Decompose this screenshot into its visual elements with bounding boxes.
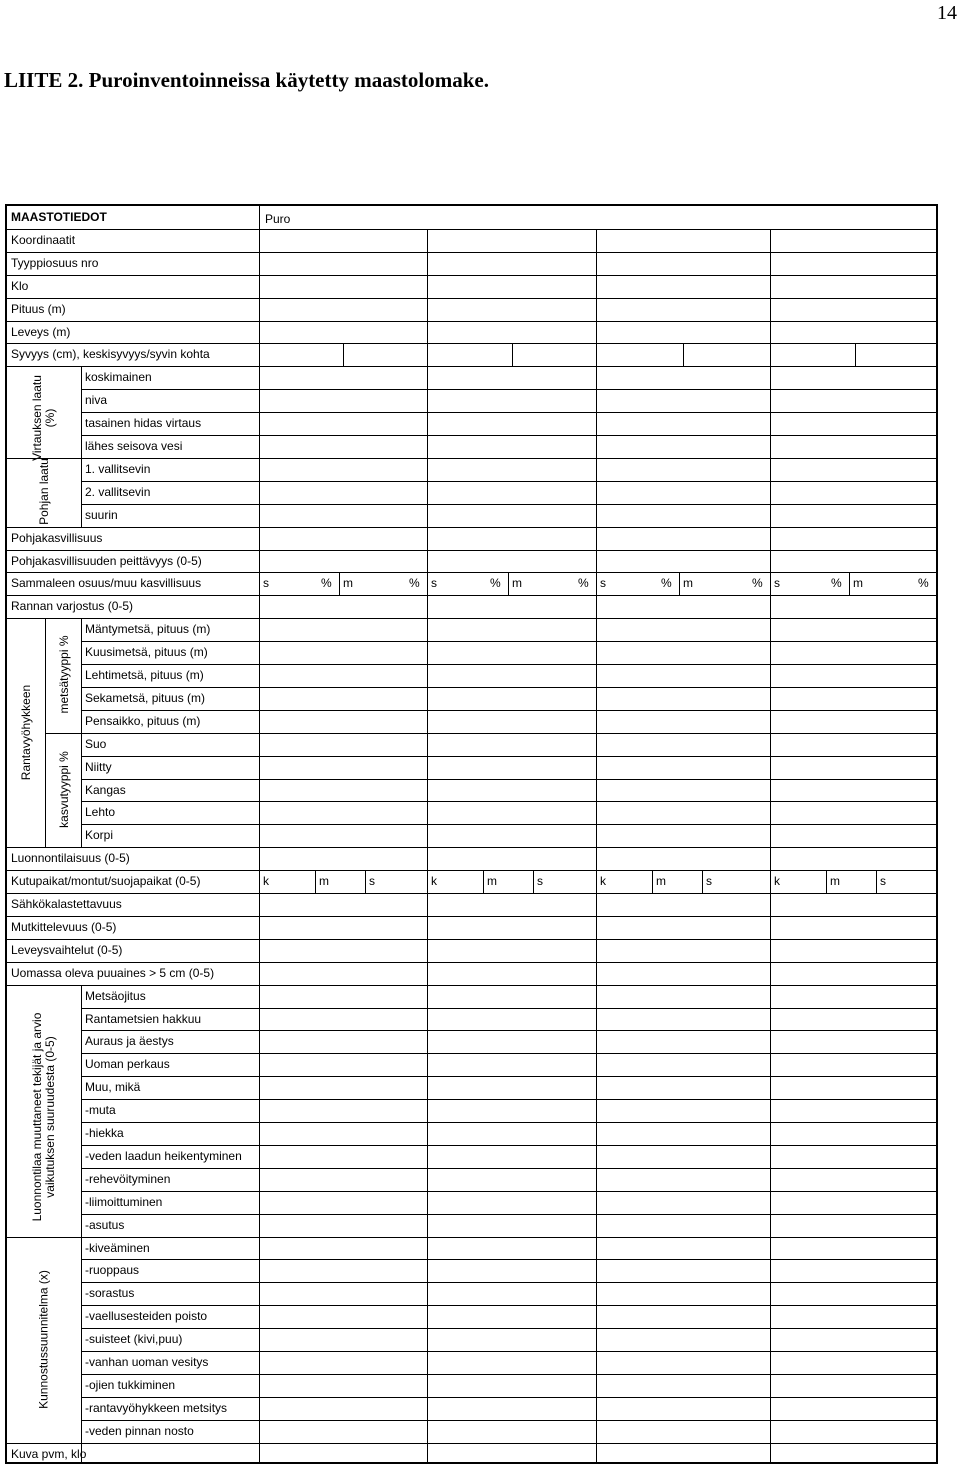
row-label-sekametsa: Sekametsä, pituus (m): [85, 690, 206, 705]
row-divider: [81, 664, 936, 665]
row-divider: [7, 916, 936, 917]
moss-mark-percent: %: [490, 576, 501, 591]
group-label-metsatyyppi: metsätyyppi %: [56, 635, 71, 714]
row-divider: [81, 1214, 936, 1215]
data-column-divider-2: [427, 229, 428, 1464]
row-divider: [7, 939, 936, 940]
row-divider: [7, 527, 936, 528]
data-column-divider-4: [770, 229, 771, 1464]
group-label-rantavyohykkeen: Rantavyöhykkeen: [18, 684, 33, 780]
row-label-sorastus: -sorastus: [85, 1286, 135, 1301]
row-label-sahkokalastettavuus: Sähkökalastettavuus: [11, 897, 122, 911]
row-divider: [81, 481, 936, 482]
spawning-mark-s: s: [369, 874, 375, 889]
page-number: 14: [937, 2, 957, 24]
row-label-kutupaikat: Kutupaikat/montut/suojapaikat (0-5): [11, 874, 201, 889]
row-label-muta: -muta: [85, 1103, 116, 1118]
spawning-mark-m: m: [319, 874, 329, 889]
moss-mark-percent: %: [752, 576, 763, 591]
row-divider: [81, 1328, 936, 1329]
spawning-mark-m: m: [487, 874, 497, 889]
row-divider: [81, 389, 936, 390]
row-label-koordinaatit: Koordinaatit: [11, 232, 76, 247]
row-divider: [81, 1397, 936, 1398]
group-label-luonnontilaa: Luonnontilaa muuttaneet tekijät ja arvio vaikutuksen suuruudesta (0-5): [30, 1012, 58, 1221]
row-divider: [81, 801, 936, 802]
row-divider: [81, 435, 936, 436]
row-divider: [81, 1099, 936, 1100]
row-label-muu: Muu, mikä: [85, 1080, 141, 1095]
row-label-leveysvaihtelut: Leveysvaihtelut (0-5): [11, 942, 123, 957]
row-label-rehevoityminen: -rehevöityminen: [85, 1171, 171, 1186]
row-divider: [81, 504, 936, 505]
moss-subcolumn-divider: [508, 572, 509, 595]
moss-mark-s: s: [600, 576, 606, 591]
spawning-subcolumn-divider: [315, 870, 316, 893]
row-label-suisteet: -suisteet (kivi,puu): [85, 1332, 183, 1347]
spawning-mark-m: m: [830, 874, 840, 889]
row-label-lehtimetsa: Lehtimetsä, pituus (m): [85, 668, 204, 682]
row-label-pohjakasvillisuus: Pohjakasvillisuus: [11, 530, 103, 545]
group-label-kasvutyyppi: kasvutyyppi %: [56, 751, 71, 828]
moss-mark-m: m: [683, 576, 693, 591]
row-label-luonnontilaisuus: Luonnontilaisuus (0-5): [11, 851, 130, 866]
row-label-tasainen: tasainen hidas virtaus: [85, 416, 202, 431]
moss-mark-s: s: [774, 576, 780, 591]
depth-subcolumn-divider-1: [343, 343, 344, 366]
spawning-subcolumn-divider: [702, 870, 703, 893]
row-divider: [81, 641, 936, 642]
row-divider: [81, 1145, 936, 1146]
row-divider: [81, 1122, 936, 1123]
row-divider: [7, 893, 936, 894]
row-label-vallitsevin2: 2. vallitsevin: [85, 484, 151, 499]
document-title: LIITE 2. Puroinventoinneissa käytetty maastolomake.: [4, 68, 489, 92]
spawning-mark-s: s: [537, 874, 543, 889]
row-label-lehto: Lehto: [85, 805, 116, 820]
group-divider-muutos: [81, 985, 82, 1464]
row-divider: [7, 1443, 936, 1444]
depth-subcolumn-divider-4: [855, 343, 856, 366]
spawning-mark-s: s: [880, 874, 886, 889]
row-label-peittavyys: Pohjakasvillisuuden peittävyys (0-5): [11, 553, 202, 568]
group-label-virtauksen: Virtauksen laatu (%): [30, 375, 57, 462]
spawning-mark-k: k: [263, 874, 269, 889]
row-divider: [7, 550, 936, 551]
row-label-vallitsevin1: 1. vallitsevin: [85, 461, 151, 476]
row-divider: [81, 779, 936, 780]
row-divider: [7, 275, 936, 276]
row-divider: [7, 962, 936, 963]
spawning-mark-m: m: [656, 874, 666, 889]
spawning-subcolumn-divider: [533, 870, 534, 893]
row-label-uoman: Uoman perkaus: [85, 1057, 170, 1072]
spawning-mark-k: k: [431, 874, 437, 889]
row-divider: [7, 343, 936, 344]
row-divider: [81, 1305, 936, 1306]
moss-mark-percent: %: [578, 576, 589, 591]
row-label-ojien: -ojien tukkiminen: [85, 1377, 176, 1392]
moss-subcolumn-divider: [679, 572, 680, 595]
row-label-kuva: Kuva pvm, klo: [11, 1446, 87, 1461]
row-label-suo: Suo: [85, 736, 107, 751]
moss-mark-s: s: [263, 576, 269, 591]
row-label-koskimainen: koskimainen: [85, 370, 152, 385]
row-divider: [7, 618, 936, 619]
row-label-veden-pinnan: -veden pinnan nosto: [85, 1423, 194, 1438]
row-divider: [81, 412, 936, 413]
moss-subcolumn-divider: [339, 572, 340, 595]
row-divider: [81, 1282, 936, 1283]
row-label-mantymetsa: Mäntymetsä, pituus (m): [85, 622, 211, 637]
row-label-klo: Klo: [11, 278, 29, 293]
row-label-pensaikko: Pensaikko, pituus (m): [85, 713, 201, 728]
row-divider: [7, 366, 936, 367]
row-divider: [7, 870, 936, 871]
row-divider: [7, 847, 936, 848]
row-divider: [81, 1259, 936, 1260]
row-label-puuaines: Uomassa oleva puuaines > 5 cm (0-5): [11, 965, 215, 980]
row-divider: [81, 1053, 936, 1054]
data-column-divider-3: [596, 229, 597, 1464]
row-label-korpi: Korpi: [85, 828, 114, 843]
row-label-kangas: Kangas: [85, 782, 126, 797]
spawning-subcolumn-divider: [876, 870, 877, 893]
row-divider: [81, 458, 936, 459]
row-divider: [81, 1351, 936, 1352]
spawning-mark-s: s: [706, 874, 712, 889]
form-header-label: MAASTOTIEDOT: [11, 210, 107, 224]
row-label-ruoppaus: -ruoppaus: [85, 1263, 140, 1278]
row-label-vanhan-uoman: -vanhan uoman vesitys: [85, 1355, 209, 1369]
row-label-kuusimetsa: Kuusimetsä, pituus (m): [85, 645, 208, 660]
depth-subcolumn-divider-2: [512, 343, 513, 366]
field-form: [5, 204, 938, 1464]
row-label-leveys: Leveys (m): [11, 324, 71, 339]
group-divider-virtaus-pohja: [81, 366, 82, 526]
row-label-liimoittuminen: -liimoittuminen: [85, 1194, 163, 1209]
row-divider: [81, 733, 936, 734]
row-divider: [7, 298, 936, 299]
spawning-mark-k: k: [600, 874, 606, 889]
group-divider-ranta: [81, 618, 82, 847]
header-divider: [7, 229, 936, 230]
spawning-subcolumn-divider: [365, 870, 366, 893]
stream-name-label: Puro: [265, 212, 291, 226]
row-divider: [81, 710, 936, 711]
row-divider: [81, 1030, 936, 1031]
moss-mark-percent: %: [918, 576, 929, 591]
moss-mark-m: m: [853, 576, 863, 591]
spawning-subcolumn-divider: [652, 870, 653, 893]
row-label-hiekka: -hiekka: [85, 1126, 124, 1140]
row-divider: [81, 824, 936, 825]
row-label-sammal: Sammaleen osuus/muu kasvillisuus: [11, 576, 202, 591]
row-divider: [81, 1374, 936, 1375]
row-divider: [7, 321, 936, 322]
row-label-rannan: Rannan varjostus (0-5): [11, 599, 134, 614]
row-divider: [81, 756, 936, 757]
row-label-vaellusesteiden: -vaellusesteiden poisto: [85, 1309, 208, 1324]
moss-mark-percent: %: [321, 576, 332, 591]
group-label-pohjan: Pohjan laatu: [36, 458, 51, 526]
row-divider: [81, 1168, 936, 1169]
row-label-niitty: Niitty: [85, 759, 112, 774]
row-label-metsaojitus: Metsäojitus: [85, 988, 146, 1003]
moss-mark-m: m: [343, 576, 353, 591]
row-label-syvyys: Syvyys (cm), keskisyvyys/syvin kohta: [11, 347, 210, 362]
row-label-auraus: Auraus ja äestys: [85, 1034, 174, 1049]
row-divider: [7, 252, 936, 253]
spawning-mark-k: k: [774, 874, 780, 889]
row-label-kiveaminen: -kiveäminen: [85, 1240, 150, 1255]
row-label-lahes: lähes seisova vesi: [85, 439, 183, 453]
row-label-mutkittelevuus: Mutkittelevuus (0-5): [11, 919, 117, 934]
row-divider: [81, 1008, 936, 1009]
moss-mark-percent: %: [409, 576, 420, 591]
row-label-rantavyohykkeen: -rantavyöhykkeen metsitys: [85, 1400, 228, 1415]
row-label-rantametsien: Rantametsien hakkuu: [85, 1011, 202, 1026]
moss-mark-s: s: [431, 576, 437, 591]
moss-mark-m: m: [512, 576, 522, 591]
moss-subcolumn-divider: [849, 572, 850, 595]
row-divider: [81, 687, 936, 688]
row-divider: [81, 1420, 936, 1421]
row-divider: [81, 1191, 936, 1192]
row-label-pituus: Pituus (m): [11, 301, 66, 316]
row-divider: [81, 1237, 936, 1238]
depth-subcolumn-divider-3: [683, 343, 684, 366]
row-label-veden-laadun: -veden laadun heikentyminen: [85, 1148, 242, 1163]
moss-mark-percent: %: [661, 576, 672, 591]
group-label-kunnostus: Kunnostussuunnitelma (x): [36, 1269, 51, 1409]
row-label-asutus: -asutus: [85, 1217, 125, 1232]
row-divider: [7, 985, 936, 986]
row-divider: [81, 1076, 936, 1077]
row-label-suurin: suurin: [85, 507, 118, 522]
row-label-niva: niva: [85, 393, 108, 408]
label-column-divider: [259, 206, 260, 1464]
spawning-subcolumn-divider: [483, 870, 484, 893]
row-label-tyyppiosuus: Tyyppiosuus nro: [11, 255, 99, 270]
moss-mark-percent: %: [831, 576, 842, 591]
row-divider: [7, 572, 936, 573]
spawning-subcolumn-divider: [826, 870, 827, 893]
row-divider: [7, 595, 936, 596]
